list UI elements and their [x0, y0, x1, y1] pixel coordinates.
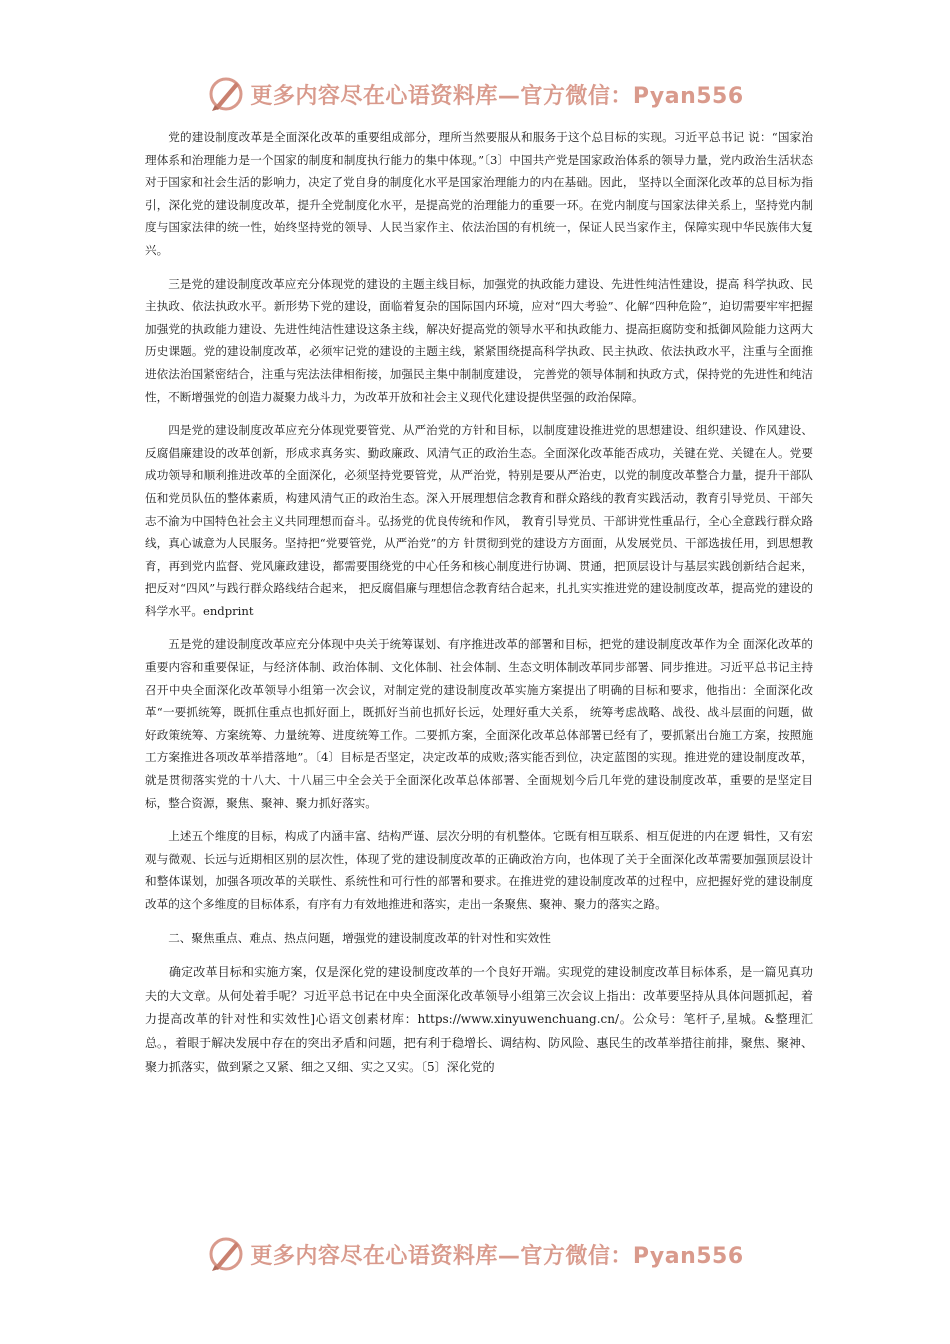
paragraph: 确定改革目标和实施方案，仅是深化党的建设制度改革的一个良好开端。实现党的建设制度改革目标体系，是一篇见真功夫的大文章。从何处着手呢？习近平总书记在中央全面深化改革领导小组第三次会议上指出：改革要坚持从具体问题抓起，着力提高改革的针对性和实效性]心语文创素材库：https://www.xinyuwenchuang.cn/。公众号：笔杆子,星城。&整理汇总。，着眼于解决发展中存在的突出矛盾和问题，把有利于稳增长、调结构、防风险、惠民生的改革举措往前排，聚焦、聚神、聚力抓落实，做到紧之又紧、细之又细、实之又实。〔5〕深化党的	[145, 965, 813, 1074]
watermark-text: 更多内容尽在心语资料库—官方微信：Pyan556	[250, 83, 744, 109]
watermark-footer	[0, 1232, 950, 1276]
watermark-header	[0, 72, 950, 116]
pen-logo-icon	[206, 74, 246, 114]
section-heading: 二、聚焦重点、难点、热点问题，增强党的建设制度改革的针对性和实效性	[168, 930, 551, 945]
paragraph: 三是党的建设制度改革应充分体现党的建设的主题主线目标，加强党的执政能力建设、先进性纯洁性建设，提高 科学执政、民主执政、依法执政水平。新形势下党的建设，面临着复杂的国际国内环境，应对“四大考验”、化解“四种危险”，迫切需要牢牢把握加强党的执政能力建设、先进性纯洁性建设这条主线，解决好提高党的领导水平和执政能力、提高拒腐防变和抵御风险能力这两大历史课题。党的建设制度改革，必须牢记党的建设的主题主线，紧紧围绕提高科学执政、民主执政、依法执政水平，注重与全面推进依法治国紧密结合，注重与宪法法律相衔接，加强民主集中制制度建设， 完善党的领导体制和执政方式，保持党的先进性和纯洁性，不断增强党的创造力凝聚力战斗力，为改革开放和社会主义现代化建设提供坚强的政治保障。	[145, 276, 813, 404]
paragraph: 上述五个维度的目标，构成了内涵丰富、结构严谨、层次分明的有机整体。它既有相互联系、相互促进的内在逻 辑性，又有宏观与微观、长远与近期相区别的层次性，体现了党的建设制度改革的正确政治方向，也体现了关于全面深化改革需要加强顶层设计和整体谋划，加强各项改革的关联性、系统性和可行性的部署和要求。在推进党的建设制度改革的过程中，应把握好党的建设制度改革的这个多维度的目标体系，有序有力有效地推进和落实，走出一条聚焦、聚神、聚力的落实之路。	[145, 829, 813, 911]
paragraph: 五是党的建设制度改革应充分体现中央关于统筹谋划、有序推进改革的部署和目标，把党的建设制度改革作为全 面深化改革的重要内容和重要保证，与经济体制、政治体制、文化体制、社会体制、生态文明体制改革同步部署、同步推进。习近平总书记主持召开中央全面深化改革领导小组第一次会议，对制定党的建设制度改革实施方案提出了明确的目标和要求，他指出：全面深化改革“一要抓统筹，既抓住重点也抓好面上，既抓好当前也抓好长远，处理好重大关系， 统筹考虑战略、战役、战斗层面的问题，做好政策统筹、方案统筹、力量统筹、进度统筹工作。二要抓方案，全面深化改革总体部署已经有了，要抓紧出台施工方案，按照施工方案推进各项改革举措落地”。〔4〕目标是否坚定，决定改革的成败;落实能否到位，决定蓝图的实现。推进党的建设制度改革，就是贯彻落实党的十八大、十八届三中全会关于全面深化改革总体部署、全面规划今后几年党的建设制度改革，重要的是坚定目标，整合资源，聚焦、聚神、聚力抓好落实。	[145, 637, 813, 810]
paragraph: 四是党的建设制度改革应充分体现党要管党、从严治党的方针和目标，以制度建设推进党的思想建设、组织建设、作风建设、反腐倡廉建设的改革创新，形成求真务实、勤政廉政、风清气正的政治生态。全面深化改革能否成功，关键在党、关键在人。党要成功领导和顺利推进改革的全面深化，必须坚持党要管党，从严治党，特别是要从严治吏，以党的制度改革整合力量，提升干部队伍和党员队伍的整体素质，构建风清气正的政治生态。深入开展理想信念教育和群众路线的教育实践活动，教育引导党员、干部矢志不渝为中国特色社会主义共同理想而奋斗。弘扬党的优良传统和作风， 教育引导党员、干部讲党性重品行，全心全意践行群众路线，真心诚意为人民服务。坚持把“党要管党，从严治党”的方 针贯彻到党的建设方方面面，从发展党员、干部选拔任用，到思想教育，再到党内监督、党风廉政建设，都需要围绕党的中心任务和核心制度进行协调、贯通，把顶层设计与基层实践创新结合起来，把反对“四风”与践行群众路线结合起来， 把反腐倡廉与理想信念教育结合起来，扎扎实实推进党的建设制度改革，提高党的建设的科学水平。endprint	[145, 423, 813, 618]
document-body	[145, 126, 813, 1090]
pen-logo-icon	[206, 1234, 246, 1274]
paragraph: 党的建设制度改革是全面深化改革的重要组成部分，理所当然要服从和服务于这个总目标的实现。习近平总书记 说：“国家治理体系和治理能力是一个国家的制度和制度执行能力的集中体现。”〔3〕中国共产党是国家政治体系的领导力量，党内政治生活状态对于国家和社会生活的影响力，决定了党自身的制度化水平是国家治理能力的内在基础。因此， 坚持以全面深化改革的总目标为指引，深化党的建设制度改革，提升全党制度化水平，是提高党的治理能力的重要一环。在党内制度与国家法律关系上，坚持党内制度与国家法律的统一性，始终坚持党的领导、人民当家作主、依法治国的有机统一，保证人民当家作主，保障实现中华民族伟大复兴。	[145, 130, 813, 257]
watermark-text: 更多内容尽在心语资料库—官方微信：Pyan556	[250, 1243, 744, 1269]
